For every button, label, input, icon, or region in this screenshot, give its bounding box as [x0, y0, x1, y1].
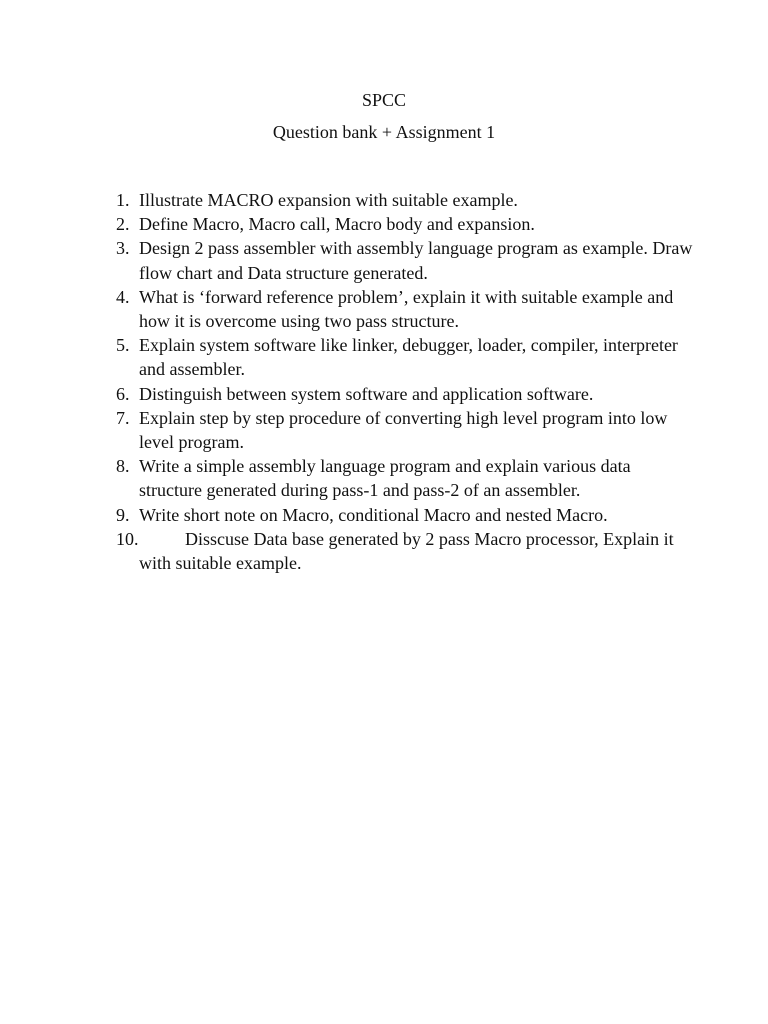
question-text: Write short note on Macro, conditional Macro and nested Macro.	[139, 504, 608, 525]
question-number: 6.	[116, 383, 130, 404]
question-number: 5.	[116, 335, 130, 356]
question-text: Disscuse Data base generated by 2 pass Macro processor, Explain it with suitable example.	[139, 528, 674, 574]
question-item	[116, 406, 696, 454]
question-item	[116, 333, 696, 381]
question-item	[116, 382, 696, 406]
question-number: 4.	[116, 286, 130, 307]
question-list	[116, 188, 696, 575]
question-number: 10.	[116, 528, 139, 549]
question-number: 3.	[116, 238, 130, 259]
question-item	[116, 285, 696, 333]
question-item	[116, 527, 696, 575]
question-number: 1.	[116, 190, 130, 210]
question-item	[116, 236, 696, 284]
document-subtitle: Question bank + Assignment 1	[272, 122, 496, 142]
question-text: What is ‘forward reference problem’, explain it with suitable example and how it is overcome using two pass structure.	[139, 286, 674, 332]
question-number: 9.	[116, 504, 130, 525]
question-item	[116, 212, 696, 236]
question-text: Explain step by step procedure of converting high level program into low level program.	[139, 407, 668, 453]
document-title: SPCC	[361, 90, 407, 110]
question-text: Explain system software like linker, debugger, loader, compiler, interpreter and assembler.	[139, 335, 678, 380]
question-text: Distinguish between system software and application software.	[139, 383, 594, 404]
question-number: 7.	[116, 407, 130, 428]
question-number: 8.	[116, 456, 130, 477]
question-item	[116, 188, 696, 212]
question-number: 2.	[116, 214, 130, 235]
question-text: Write a simple assembly language program and explain various data structure generated during pass-1 and pass-2 of an assembler.	[139, 456, 631, 501]
question-text: Define Macro, Macro call, Macro body and expansion.	[139, 214, 535, 235]
question-text: Design 2 pass assembler with assembly language program as example. Draw flow chart and Data structure generated.	[139, 238, 693, 283]
question-text: Illustrate MACRO expansion with suitable example.	[139, 190, 518, 210]
question-item	[116, 454, 696, 502]
question-item	[116, 503, 696, 527]
